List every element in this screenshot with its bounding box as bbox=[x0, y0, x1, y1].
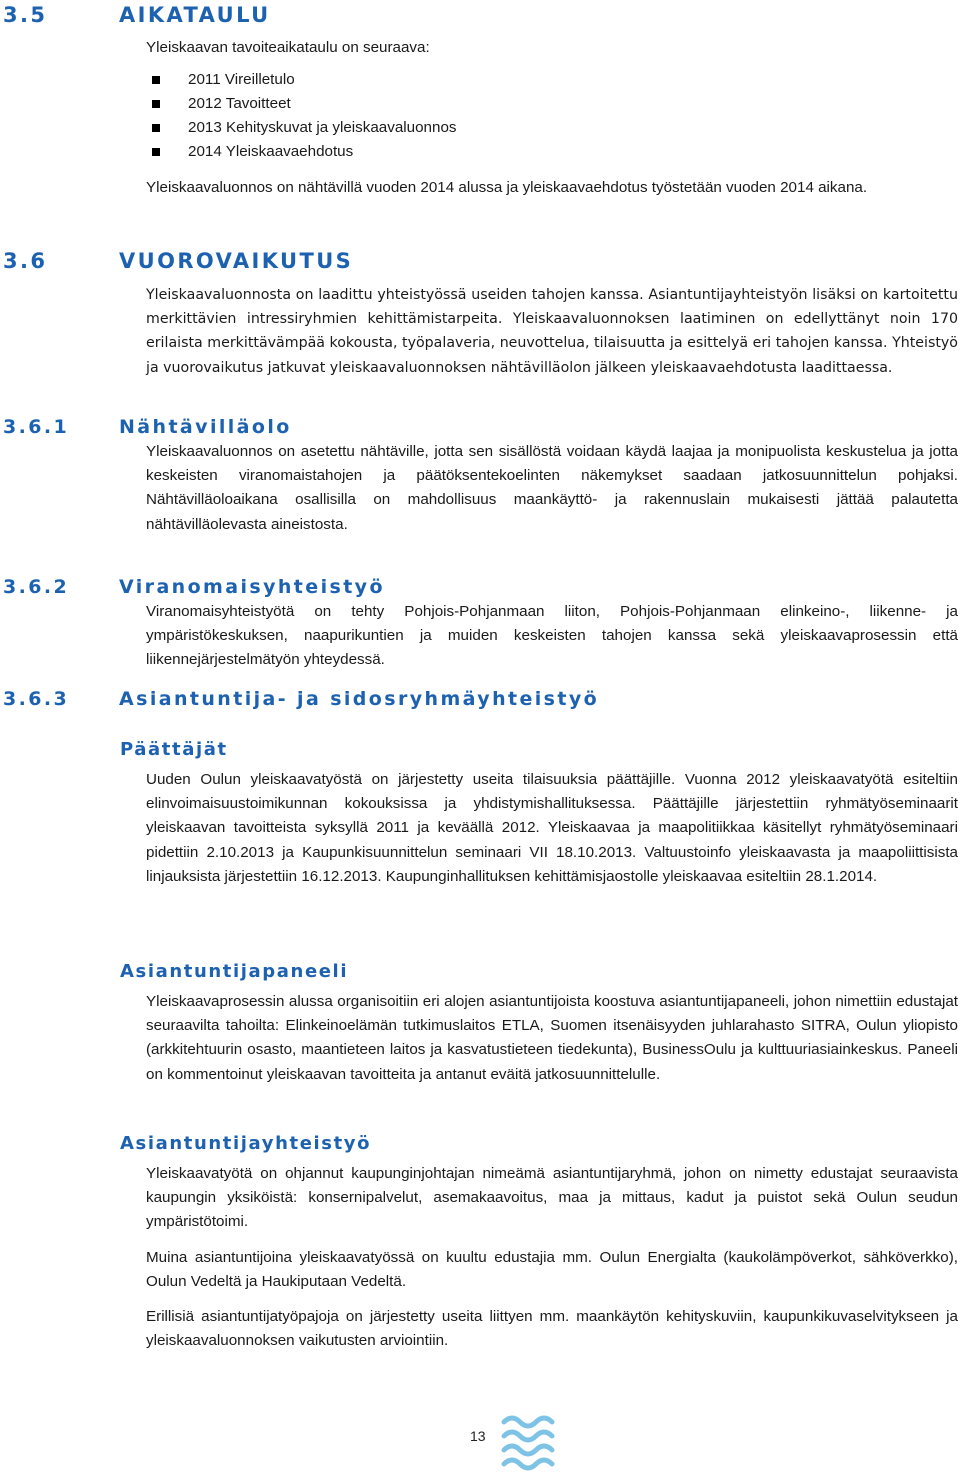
paragraph-asiantuntijayhteistyo-2: Muina asiantuntijoina yleiskaavatyössä on kuultu edustajia mm. Oulun Energialta (kaukolämpöverkot, sähköverkko), Oulun Vedeltä ja Haukiputaan Vedeltä. bbox=[146, 1249, 958, 1291]
subheading-asiantuntijapaneeli: Asiantuntijapaneeli bbox=[120, 961, 349, 982]
paragraph-schedule-after: Yleiskaavaluonnos on nähtävillä vuoden 2014 alussa ja yleiskaavaehdotus työstetään vuoden 2014 aikana. bbox=[146, 179, 868, 196]
subheading-paattajat: Päättäjät bbox=[120, 739, 228, 760]
paragraph-schedule-intro: Yleiskaavan tavoiteaikataulu on seuraava: bbox=[146, 39, 430, 56]
schedule-list bbox=[150, 68, 456, 164]
heading-nahtavillaolo bbox=[3, 414, 292, 440]
page-number: 13 bbox=[470, 1428, 486, 1444]
paragraph-nahtavillaolo: Yleiskaavaluonnos on asetettu nähtäville, jotta sen sisällöstä voidaan käydä laajaa ja monipuolista keskustelua ja jotta keskeisten viranomaistahojen ja päätöksentekoelinten näkemykset saadaan jatkosuunnittelun pohjaksi. Nähtävilläoloaikana osallisilla on mahdollisuus maankäyttö- ja rakennuslain mukaisesti jättää palautetta nähtävilläolevasta aineistosta. bbox=[146, 443, 958, 533]
heading-vuorovaikutus bbox=[3, 248, 353, 274]
subheading-asiantuntijayhteistyo: Asiantuntijayhteistyö bbox=[120, 1133, 372, 1154]
heading-title: Asiantuntija- ja sidosryhmäyhteistyö bbox=[119, 688, 600, 710]
heading-title: AIKATAULU bbox=[119, 3, 271, 27]
paragraph-asiantuntijapaneeli: Yleiskaavaprosessin alussa organisoitiin eri alojen asiantuntijoista koostuva asiantuntijapaneeli, johon nimettiin edustajat seuraavilta tahoilta: Elinkeinoelämän tutkimuslaitos ETLA, Suomen itsenäisyyden juhlarahasto SITRA, Oulun yliopisto (arkkitehtuurin osasto, maantieteen laitos ja kasvatustieteen tiedekunta), BusinessOulu ja kulttuuriasiainkeskus. Paneeli on kommentoinut yleiskaavan tavoitteita ja antanut eväitä jatkosuunnittelulle. bbox=[146, 993, 958, 1083]
list-item: 2013 Kehityskuvat ja yleiskaavaluonnos bbox=[150, 116, 456, 140]
paragraph-viranomaisyhteistyo: Viranomaisyhteistyötä on tehty Pohjois-Pohjanmaan liiton, Pohjois-Pohjanmaan elinkeino-, liikenne- ja ympäristökeskuksen, naapurikuntien ja muiden keskeisten tahojen kanssa sekä yleiskaavaprosessin että liikennejärjestelmätyön yhteydessä. bbox=[146, 603, 958, 669]
heading-number: 3.6.1 bbox=[3, 416, 70, 438]
list-item: 2012 Tavoitteet bbox=[150, 92, 456, 116]
wave-logo-icon bbox=[498, 1410, 558, 1474]
paragraph-asiantuntijayhteistyo-3: Erillisiä asiantuntijatyöpajoja on järjestetty useita liittyen mm. maankäytön kehityskuviin, kaupunkikuvaselvitykseen ja yleiskaavaluonnoksen vaikutusten arviointiin. bbox=[146, 1308, 958, 1350]
heading-aikataulu bbox=[3, 2, 271, 28]
heading-title: VUOROVAIKUTUS bbox=[119, 249, 354, 273]
paragraph-asiantuntijayhteistyo-1: Yleiskaavatyötä on ohjannut kaupunginjohtajan nimeämä asiantuntijaryhmä, johon on nimetty edustajat seuraavista kaupungin yksiköistä: konsernipalvelut, asemakaavoitus, maa ja mittaus, kadut ja puistot sekä Oulun seudun ympäristötoimi. bbox=[146, 1165, 958, 1231]
list-item: 2011 Vireilletulo bbox=[150, 68, 456, 92]
list-item: 2014 Yleiskaavaehdotus bbox=[150, 140, 456, 164]
wave-stroke bbox=[504, 1460, 552, 1468]
heading-number: 3.6.3 bbox=[3, 688, 70, 710]
paragraph-paattajat: Uuden Oulun yleiskaavatyöstä on järjestetty useita tilaisuuksia päättäjille. Vuonna 2012 yleiskaavatyötä esiteltiin elinvoimaisuustoimikunnan kokouksissa ja yhdistymishallituksessa. Päättäjille järjestettiin ryhmätyöseminaarit yleiskaavan tavoitteista syksyllä 2011 ja keväällä 2012. Yleiskaavaa ja maapolitiikkaa käsitellyt ryhmätyöseminaari pidettiin 2.10.2013 ja Kaupunkisuunnittelun seminaari VII 18.10.2013. Valtuustoinfo yleiskaavasta ja maapoliittisista linjauksista järjestettiin 16.12.2013. Kaupunginhallituksen kehittämisjaostolle yleiskaavaa esiteltiin 28.1.2014. bbox=[146, 771, 958, 885]
paragraph-vuorovaikutus: Yleiskaavaluonnosta on laadittu yhteistyössä useiden tahojen kanssa. Asiantuntijayhteistyön lisäksi on kartoitettu merkittävien intressiryhmien kehittämistarpeita. Yleiskaavaluonnoksen laatiminen on edellyttänyt noin 170 erilaista merkittävämpää kokousta, työpalaveria, neuvottelua, tilaisuutta ja esittelyä eri tahojen kanssa. Yhteistyö ja vuorovaikutus jatkuvat yleiskaavaluonnoksen nähtävilläolon jälkeen yleiskaavaehdotusta laadittaessa. bbox=[146, 287, 958, 376]
wave-stroke bbox=[504, 1418, 552, 1426]
heading-number: 3.5 bbox=[3, 3, 48, 27]
heading-sidosryhmayhteistyo bbox=[3, 686, 599, 712]
wave-stroke bbox=[504, 1446, 552, 1454]
heading-viranomaisyhteistyo bbox=[3, 574, 385, 600]
heading-title: Nähtävilläolo bbox=[119, 416, 292, 438]
heading-number: 3.6 bbox=[3, 249, 48, 273]
heading-title: Viranomaisyhteistyö bbox=[119, 576, 385, 598]
heading-number: 3.6.2 bbox=[3, 576, 70, 598]
wave-stroke bbox=[504, 1432, 552, 1440]
